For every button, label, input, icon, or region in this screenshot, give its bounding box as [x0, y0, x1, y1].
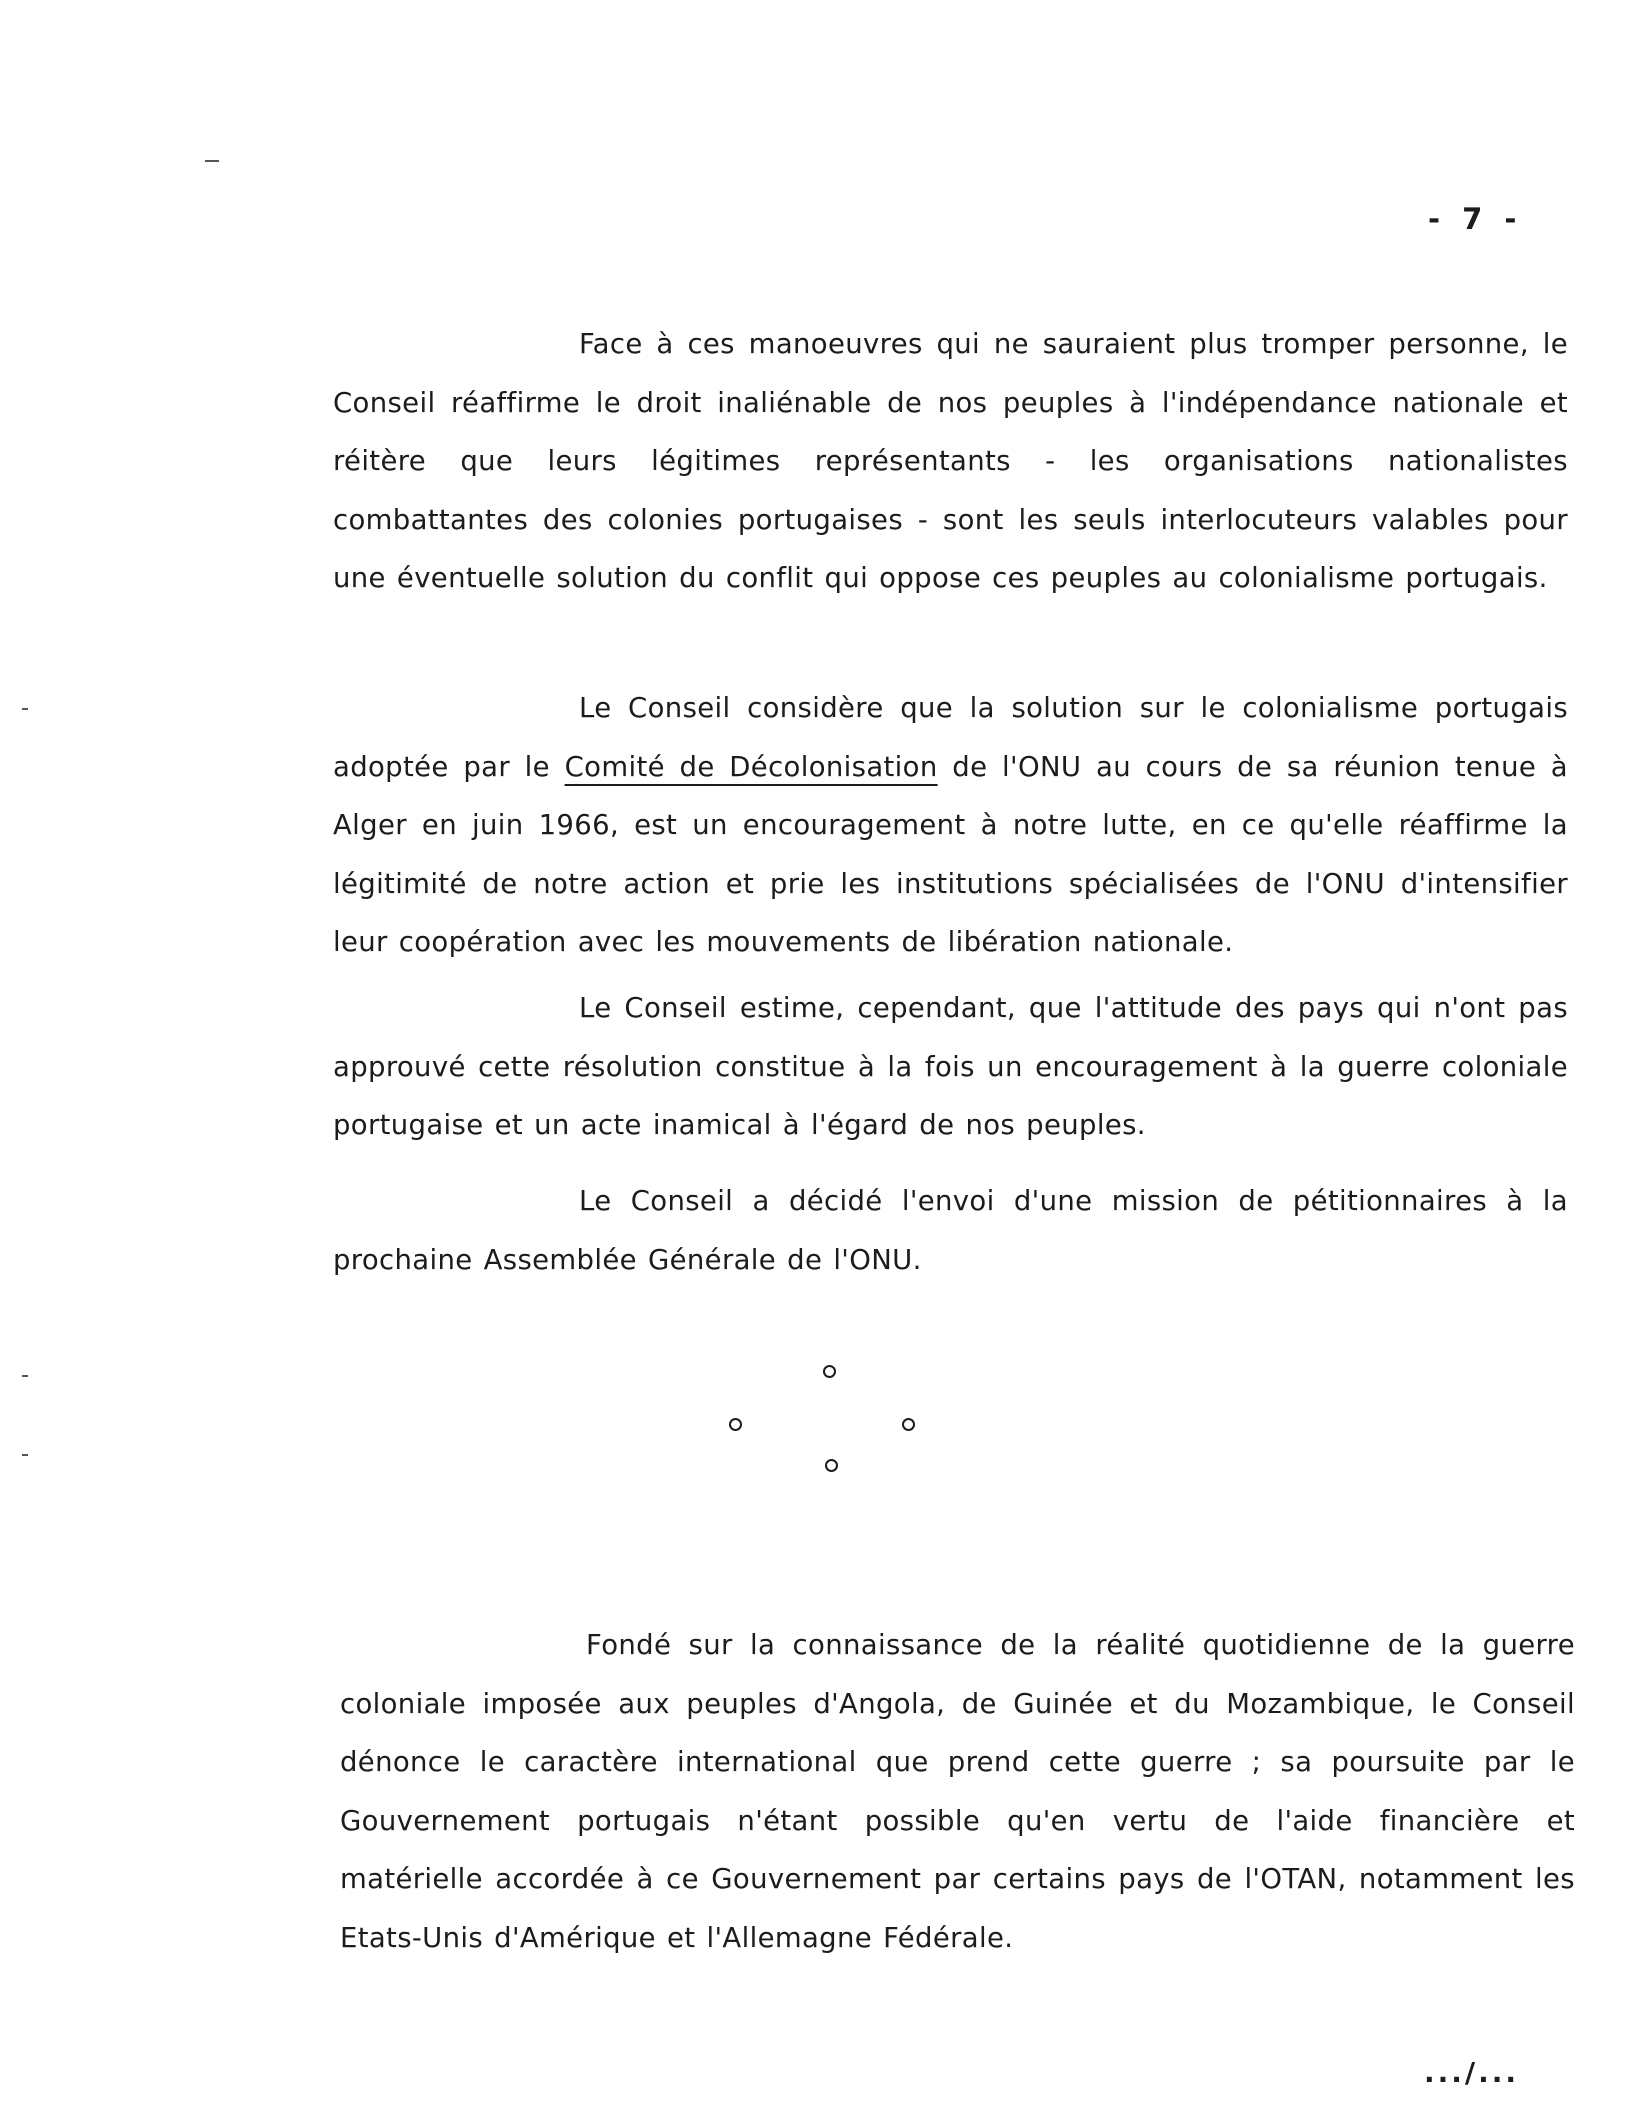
paragraph-3 — [333, 979, 1568, 1155]
margin-mark-top — [205, 160, 219, 162]
paragraph-5 — [340, 1616, 1575, 1967]
margin-mark-3 — [22, 1454, 28, 1456]
committee-name-underlined: Comité de Décolonisation — [564, 750, 938, 783]
paragraph-4 — [333, 1172, 1568, 1289]
paragraph-2-text-end: de l'ONU au cours de sa réunion tenue à Alger en juin 1966, est un encouragement à notre lutte, en ce qu'elle réaffirme la légitimité de notre action et prie les institutions spécialisées de l'ONU d'intensifier leur coopération avec les mouvements de libération nationale. — [333, 750, 1568, 958]
margin-mark-1 — [22, 708, 28, 710]
paragraph-1-text: Face à ces manoeuvres qui ne sauraient plus tromper personne, le Conseil réaffirme le droit inaliénable de nos peuples à l'indépendance nationale et réitère que leurs légitimes représentants - les organisations nationalistes combattantes des colonies portugaises - sont les seuls interlocuteurs valables pour une éventuelle solution du conflit qui oppose ces peuples au colonialisme portugais. — [333, 328, 1568, 594]
paragraph-2 — [333, 679, 1568, 972]
paragraph-3-text: Le Conseil estime, cependant, que l'attitude des pays qui n'ont pas approuvé cette résolution constitue à la fois un encouragement à la guerre coloniale portugaise et un acte inamical à l'égard de nos peuples. — [333, 992, 1568, 1141]
paragraph-1 — [333, 315, 1568, 608]
separator-dot-top — [823, 1365, 836, 1378]
separator-dot-bottom — [825, 1459, 838, 1472]
continuation-mark: .../... — [1424, 2056, 1520, 2089]
paragraph-2-text-start: Le Conseil considère que la solution sur le colonialisme portugais adoptée par le — [333, 692, 1568, 783]
separator-dot-right — [902, 1418, 915, 1431]
separator-dot-left — [729, 1418, 742, 1431]
paragraph-5-text: Fondé sur la connaissance de la réalité quotidienne de la guerre coloniale imposée aux peuples d'Angola, de Guinée et du Mozambique, le Conseil dénonce le caractère international que prend cette guerre ; sa poursuite par le Gouvernement portugais n'étant possible qu'en vertu de l'aide financière et matérielle accordée à ce Gouvernement par certains pays de l'OTAN, notamment les Etats-Unis d'Amérique et l'Allemagne Fédérale. — [340, 1629, 1575, 1954]
margin-mark-2 — [22, 1375, 28, 1377]
page-number: - 7 - — [1428, 202, 1523, 236]
paragraph-4-text: Le Conseil a décidé l'envoi d'une mission de pétitionnaires à la prochaine Assemblée Générale de l'ONU. — [333, 1185, 1568, 1276]
